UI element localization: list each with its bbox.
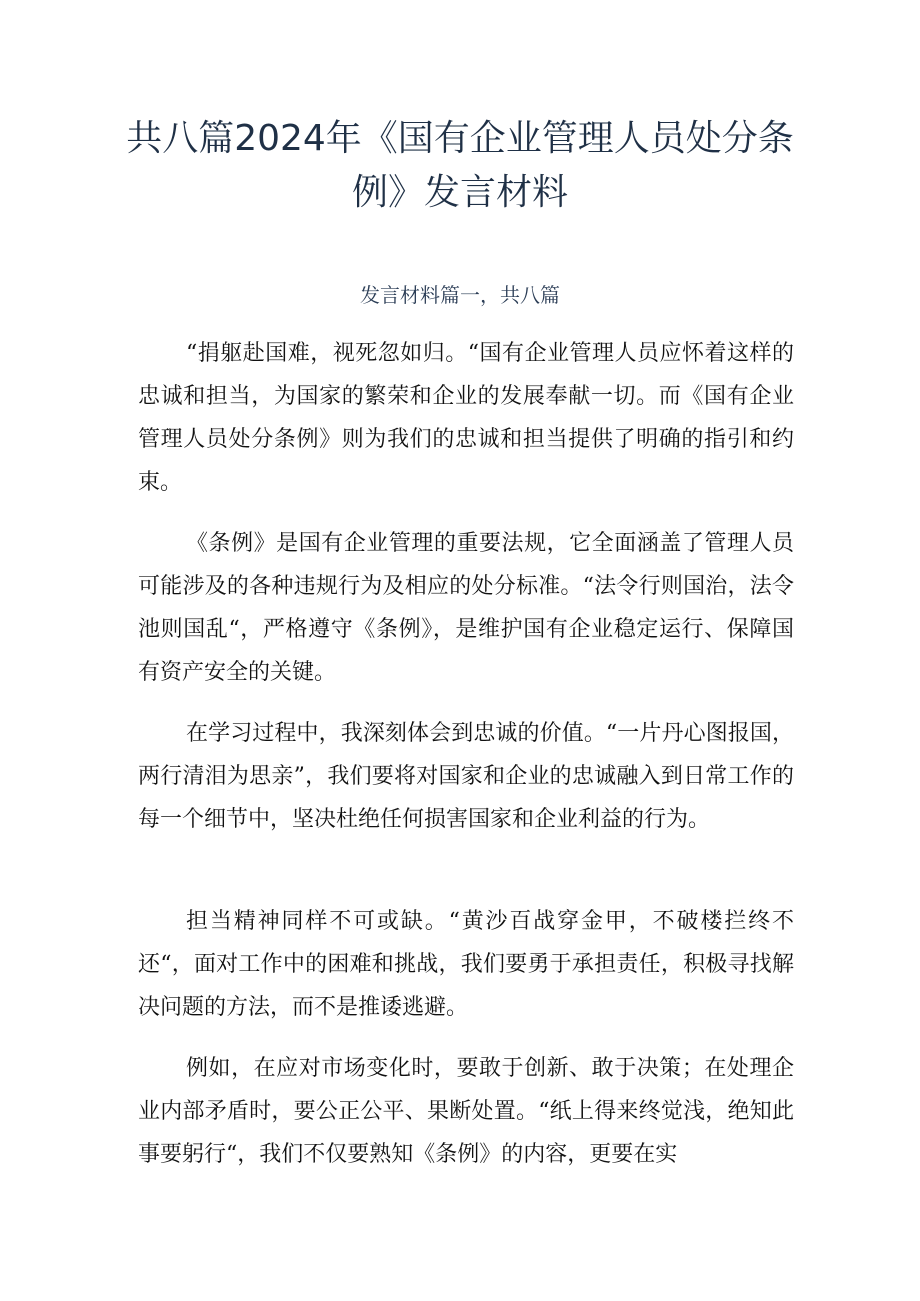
body-paragraph: 例如，在应对市场变化时，要敢于创新、敢于决策；在处理企业内部矛盾时，要公正公平、果断处置。“纸上得来终觉浅，绝知此事要躬行“，我们不仅要熟知《条例》的内容，更要在实 [138, 1056, 794, 1167]
document-title: 共八篇2024年《国有企业管理人员处分条例》发言材料 [126, 118, 794, 213]
body-paragraph: 在学习过程中，我深刻体会到忠诚的价值。“一片丹心图报国，两行清泪为思亲”，我们要将对国家和企业的忠诚融入到日常工作的每一个细节中，坚决杜绝任何损害国家和企业利益的行为。 [138, 721, 794, 832]
section-heading: 发言材料篇一，共八篇 [360, 283, 560, 307]
body-paragraph: 《条例》是国有企业管理的重要法规，它全面涵盖了管理人员可能涉及的各种违规行为及相应的处分标准。“法令行则国治，法令池则国乱“，严格遵守《条例》，是维护国有企业稳定运行、保障国有资产安全的关键。 [138, 531, 794, 685]
body-paragraph: “捐躯赴国难，视死忽如归。“国有企业管理人员应怀着这样的忠诚和担当，为国家的繁荣和企业的发展奉献一切。而《国有企业管理人员处分条例》则为我们的忠诚和担当提供了明确的指引和约束。 [138, 341, 794, 495]
body-paragraph: 担当精神同样不可或缺。“黄沙百战穿金甲，不破楼拦终不还“，面对工作中的困难和挑战，我们要勇于承担责任，积极寻找解决问题的方法，而不是推诿逃避。 [138, 909, 794, 1020]
